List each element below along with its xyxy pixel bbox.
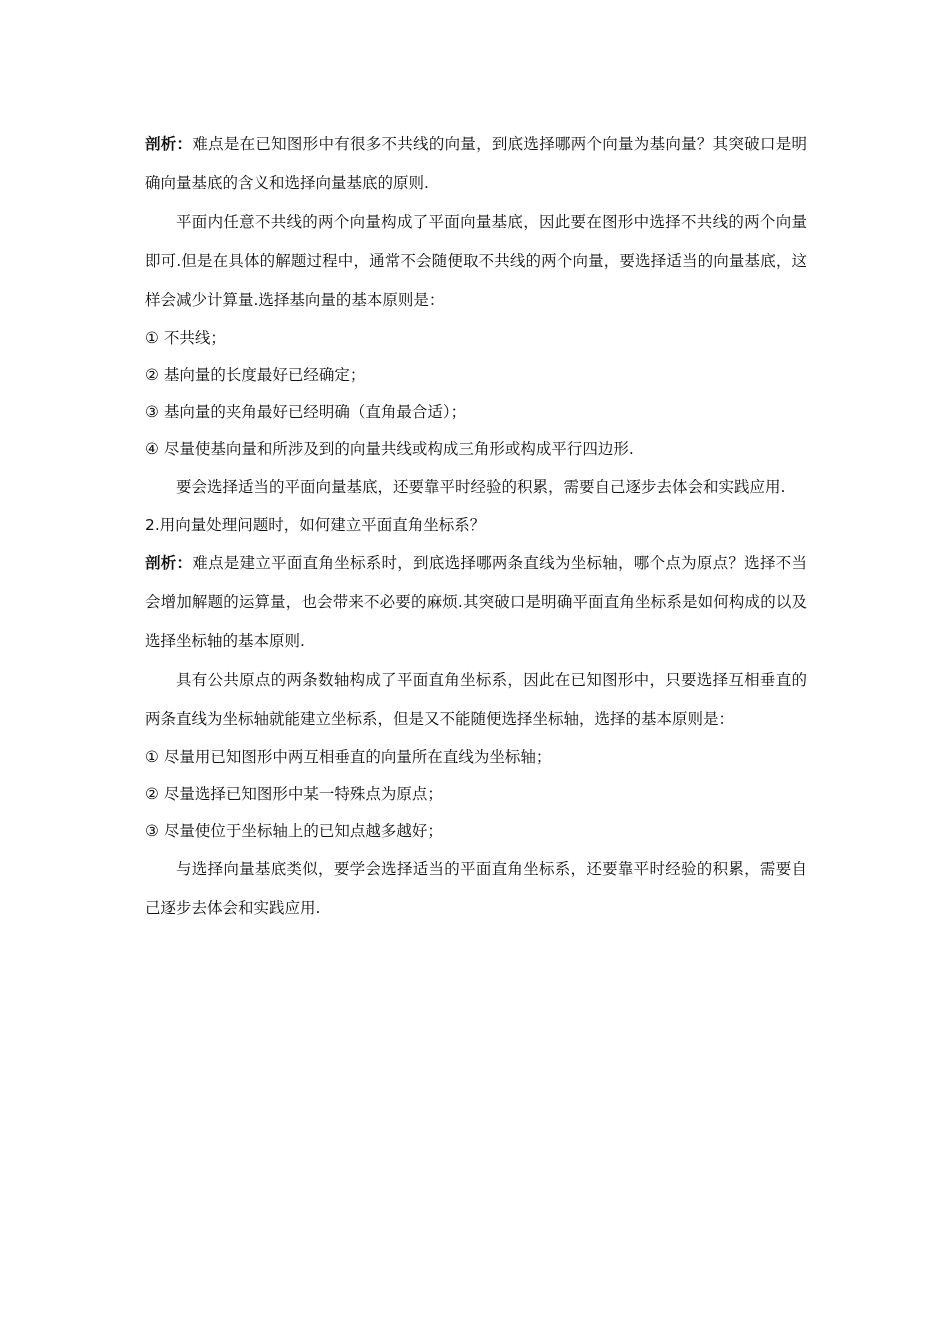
section2-paragraph: 具有公共原点的两条数轴构成了平面直角坐标系，因此在已知图形中，只要选择互相垂直的两条直线为坐标轴就能建立坐标系，但是又不能随便选择坐标轴，选择的基本原则是： (145, 671, 807, 728)
section1-paragraph: 平面内任意不共线的两个向量构成了平面向量基底，因此要在图形中选择不共线的两个向量即可.但是在具体的解题过程中，通常不会随便取不共线的两个向量，要选择适当的向量基底，这样会减少计算量.选择基向量的基本原则是： (145, 213, 807, 309)
section2-principle-2: ② 尽量选择已知图形中某一特殊点为原点； (145, 785, 443, 803)
analysis-label: 剖析： (145, 554, 193, 572)
section1-principle-4: ④ 尽量使基向量和所涉及到的向量共线或构成三角形或构成平行四边形. (145, 440, 634, 458)
analysis-label: 剖析： (145, 135, 193, 153)
section1-principle-1: ① 不共线； (145, 329, 226, 347)
section1-analysis (145, 125, 807, 203)
analysis-text: 难点是在已知图形中有很多不共线的向量，到底选择哪两个向量为基向量？其突破口是明确向量基底的含义和选择向量基底的原则. (145, 135, 807, 192)
document-page (145, 125, 807, 928)
section1-conclusion: 要会选择适当的平面向量基底，还要靠平时经验的积累，需要自己逐步去体会和实践应用. (176, 478, 786, 496)
section2-analysis (145, 544, 807, 661)
section1-principle-2: ② 基向量的长度最好已经确定； (145, 366, 366, 384)
section1-principle-3: ③ 基向量的夹角最好已经明确（直角最合适）； (145, 403, 467, 421)
section2-question: 2.用向量处理问题时，如何建立平面直角坐标系？ (145, 516, 486, 534)
section2-principle-1: ① 尽量用已知图形中两互相垂直的向量所在直线为坐标轴； (145, 748, 552, 766)
section2-principle-3: ③ 尽量使位于坐标轴上的已知点越多越好； (145, 822, 443, 840)
analysis-text: 难点是建立平面直角坐标系时，到底选择哪两条直线为坐标轴，哪个点为原点？选择不当会增加解题的运算量，也会带来不必要的麻烦.其突破口是明确平面直角坐标系是如何构成的以及选择坐标轴的基本原则. (145, 554, 807, 650)
section2-conclusion: 与选择向量基底类似，要学会选择适当的平面直角坐标系，还要靠平时经验的积累，需要自己逐步去体会和实践应用. (145, 860, 807, 917)
